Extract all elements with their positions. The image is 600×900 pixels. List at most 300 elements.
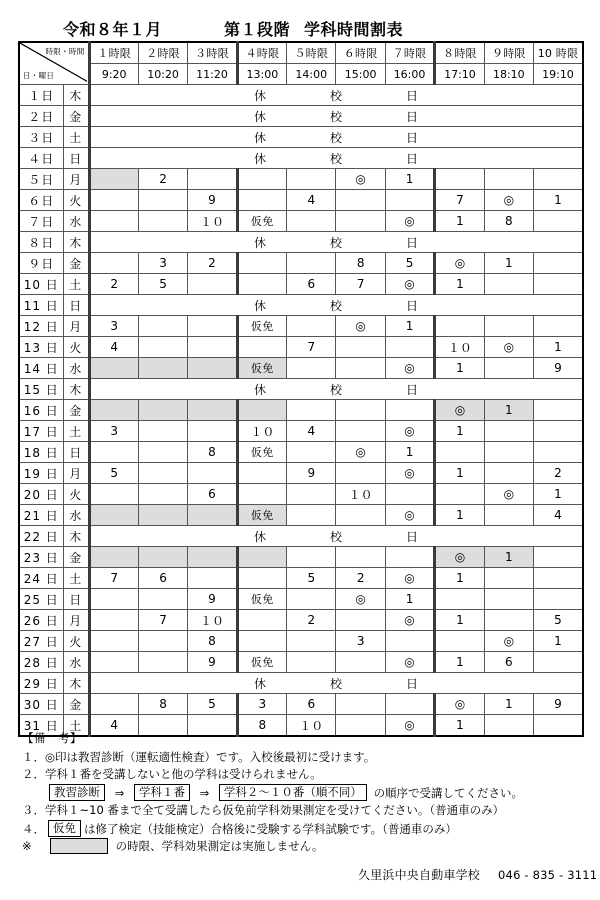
schedule-cell: 7 xyxy=(336,274,385,295)
row-weekday: 木 xyxy=(63,85,89,106)
schedule-cell xyxy=(336,589,385,610)
holiday-char-2: 校 xyxy=(329,529,343,544)
schedule-cell xyxy=(237,190,286,211)
row-day: 25 日 xyxy=(19,589,63,610)
table-row xyxy=(19,631,583,652)
schedule-cell xyxy=(534,211,583,232)
schedule-cell xyxy=(237,505,286,526)
row-day: 20 日 xyxy=(19,484,63,505)
row-weekday: 土 xyxy=(63,715,89,737)
schedule-cell xyxy=(237,316,286,337)
header-row-times xyxy=(19,64,583,85)
schedule-cell: 6 xyxy=(188,484,237,505)
schedule-cell xyxy=(534,547,583,568)
header-row-periods xyxy=(19,42,583,64)
schedule-cell: 8 xyxy=(138,694,187,715)
schedule-cell: 1 xyxy=(484,400,533,421)
schedule-cell xyxy=(336,547,385,568)
holiday-char-1: 休 xyxy=(253,529,267,544)
schedule-cell: 1 xyxy=(435,358,484,379)
table-row xyxy=(19,589,583,610)
schedule-cell: 8 xyxy=(336,253,385,274)
holiday-char-2: 校 xyxy=(329,109,343,124)
remark-2: ２．学科１番を受講しないと他の学科は受けられません。 xyxy=(22,767,322,781)
aptitude-test-mark-icon: ◎ xyxy=(503,487,515,501)
schedule-cell: 1 xyxy=(435,715,484,737)
header-time-10: 19:10 xyxy=(534,64,583,85)
remark-4-index: ４． xyxy=(22,821,45,836)
schedule-cell xyxy=(287,547,336,568)
row-weekday: 火 xyxy=(63,484,89,505)
schedule-cell: 1 xyxy=(534,337,583,358)
row-weekday: 木 xyxy=(63,673,89,694)
holiday-char-1: 休 xyxy=(253,298,267,313)
holiday-char-1: 休 xyxy=(253,151,267,166)
aptitude-test-mark-icon: ◎ xyxy=(503,193,515,207)
schedule-cell xyxy=(336,421,385,442)
schedule-cell xyxy=(237,631,286,652)
schedule-cell xyxy=(336,694,385,715)
table-row xyxy=(19,127,583,148)
schedule-cell xyxy=(484,337,533,358)
schedule-cell xyxy=(138,505,187,526)
aptitude-test-mark-icon: ◎ xyxy=(404,424,415,438)
holiday-cell xyxy=(89,106,583,127)
schedule-cell xyxy=(336,337,385,358)
schedule-cell: 4 xyxy=(287,190,336,211)
schedule-cell xyxy=(89,211,138,232)
table-row xyxy=(19,610,583,631)
row-weekday: 日 xyxy=(63,295,89,316)
aptitude-test-mark-icon: ◎ xyxy=(404,361,415,375)
aptitude-test-mark-icon: ◎ xyxy=(404,466,415,480)
row-day: ７日 xyxy=(19,211,63,232)
schedule-cell xyxy=(435,547,484,568)
schedule-cell xyxy=(287,211,336,232)
schedule-cell xyxy=(534,253,583,274)
holiday-char-1: 休 xyxy=(253,676,267,691)
header-period-5: ５時限 xyxy=(287,42,336,64)
row-weekday: 木 xyxy=(63,379,89,400)
schedule-cell: 5 xyxy=(534,610,583,631)
aptitude-test-mark-icon: ◎ xyxy=(355,319,366,333)
schedule-cell xyxy=(89,631,138,652)
schedule-cell xyxy=(435,442,484,463)
schedule-cell: 5 xyxy=(138,274,187,295)
schedule-cell xyxy=(237,547,286,568)
schedule-cell xyxy=(287,652,336,673)
schedule-cell xyxy=(385,652,434,673)
remarks-section xyxy=(22,730,582,838)
table-row xyxy=(19,190,583,211)
row-weekday: 土 xyxy=(63,421,89,442)
schedule-cell xyxy=(188,400,237,421)
row-day: ９日 xyxy=(19,253,63,274)
row-day: ３日 xyxy=(19,127,63,148)
schedule-cell xyxy=(138,316,187,337)
schedule-cell: 3 xyxy=(89,316,138,337)
schedule-cell xyxy=(336,652,385,673)
provisional-license-exam-label: 仮免 xyxy=(250,320,274,333)
header-period-2: ２時限 xyxy=(138,42,187,64)
table-row xyxy=(19,526,583,547)
schedule-cell xyxy=(385,358,434,379)
row-day: ６日 xyxy=(19,190,63,211)
school-phone: 046 - 835 - 3111 xyxy=(498,868,598,882)
schedule-cell xyxy=(188,358,237,379)
provisional-license-exam-label: 仮免 xyxy=(250,656,274,669)
schedule-cell xyxy=(385,547,434,568)
aptitude-test-mark-icon: ◎ xyxy=(404,655,415,669)
row-day: 29 日 xyxy=(19,673,63,694)
row-day: 31 日 xyxy=(19,715,63,737)
holiday-char-3: 日 xyxy=(405,109,419,124)
schedule-cell xyxy=(237,610,286,631)
title-era: 令和８年１月 xyxy=(63,19,163,39)
schedule-cell xyxy=(484,568,533,589)
schedule-cell xyxy=(534,421,583,442)
table-row xyxy=(19,421,583,442)
provisional-license-exam-label: 仮免 xyxy=(250,446,274,459)
row-weekday: 日 xyxy=(63,148,89,169)
schedule-cell: 1 xyxy=(435,568,484,589)
row-day: 15 日 xyxy=(19,379,63,400)
schedule-cell xyxy=(484,505,533,526)
table-row xyxy=(19,169,583,190)
schedule-cell: 1 xyxy=(385,316,434,337)
header-time-1: 9:20 xyxy=(89,64,138,85)
sequence-arrow-2-icon: ⇒ xyxy=(199,785,210,800)
schedule-cell xyxy=(385,421,434,442)
schedule-cell xyxy=(336,610,385,631)
schedule-cell xyxy=(89,589,138,610)
schedule-cell xyxy=(287,400,336,421)
row-weekday: 火 xyxy=(63,337,89,358)
row-weekday: 土 xyxy=(63,274,89,295)
table-row xyxy=(19,253,583,274)
schedule-cell: 8 xyxy=(188,631,237,652)
schedule-cell xyxy=(237,274,286,295)
table-row xyxy=(19,673,583,694)
table-row xyxy=(19,316,583,337)
schedule-cell: 5 xyxy=(287,568,336,589)
schedule-cell xyxy=(385,190,434,211)
schedule-cell: 1 xyxy=(435,610,484,631)
schedule-cell: 7 xyxy=(138,610,187,631)
table-row xyxy=(19,232,583,253)
schedule-cell: 1 xyxy=(435,211,484,232)
holiday-cell xyxy=(89,148,583,169)
schedule-cell: 1 xyxy=(435,652,484,673)
table-row xyxy=(19,211,583,232)
header-period-7: ７時限 xyxy=(385,42,434,64)
row-weekday: 水 xyxy=(63,211,89,232)
aptitude-test-mark-icon: ◎ xyxy=(454,403,466,417)
aptitude-test-mark-icon: ◎ xyxy=(454,697,466,711)
schedule-cell: 5 xyxy=(89,463,138,484)
schedule-cell xyxy=(484,421,533,442)
schedule-cell: 3 xyxy=(138,253,187,274)
timetable-body xyxy=(19,85,583,737)
holiday-char-3: 日 xyxy=(405,235,419,250)
title-stage: 第１段階 xyxy=(224,19,291,39)
sequence-box-subject-2-10: 学科２～１０番（順不同） xyxy=(219,784,367,801)
header-period-4: ４時限 xyxy=(237,42,286,64)
holiday-char-3: 日 xyxy=(405,382,419,397)
schedule-cell: 4 xyxy=(89,715,138,737)
remark-4 xyxy=(22,820,582,839)
schedule-cell xyxy=(237,484,286,505)
row-day: 30 日 xyxy=(19,694,63,715)
schedule-cell xyxy=(534,652,583,673)
header-period-1: １時限 xyxy=(89,42,138,64)
row-day: 13 日 xyxy=(19,337,63,358)
schedule-cell xyxy=(385,463,434,484)
schedule-cell: 2 xyxy=(188,253,237,274)
shading-legend-swatch xyxy=(50,838,108,854)
aptitude-test-mark-icon: ◎ xyxy=(355,445,366,459)
holiday-char-1: 休 xyxy=(253,235,267,250)
provisional-license-exam-label: 仮免 xyxy=(250,362,274,375)
aptitude-test-mark-icon: ◎ xyxy=(404,277,415,291)
schedule-cell xyxy=(336,169,385,190)
row-weekday: 月 xyxy=(63,463,89,484)
table-row xyxy=(19,400,583,421)
schedule-cell xyxy=(188,547,237,568)
schedule-cell: 2 xyxy=(534,463,583,484)
table-row xyxy=(19,505,583,526)
table-row xyxy=(19,295,583,316)
holiday-char-2: 校 xyxy=(329,151,343,166)
schedule-cell xyxy=(484,169,533,190)
remark-1: １．◎印は教習診断（運転適性検査）です。入校後最初に受けます。 xyxy=(22,749,376,764)
schedule-cell xyxy=(89,652,138,673)
schedule-cell xyxy=(287,253,336,274)
table-row xyxy=(19,358,583,379)
holiday-char-3: 日 xyxy=(405,88,419,103)
schedule-cell xyxy=(336,190,385,211)
schedule-cell: 1 xyxy=(385,169,434,190)
schedule-cell xyxy=(138,337,187,358)
schedule-cell: 6 xyxy=(287,694,336,715)
schedule-cell xyxy=(534,274,583,295)
row-weekday: 金 xyxy=(63,253,89,274)
schedule-cell xyxy=(237,589,286,610)
schedule-cell xyxy=(385,337,434,358)
schedule-cell xyxy=(287,169,336,190)
aptitude-test-mark-icon: ◎ xyxy=(355,172,366,186)
schedule-cell xyxy=(484,610,533,631)
timetable-head xyxy=(19,42,583,85)
holiday-char-2: 校 xyxy=(329,382,343,397)
schedule-cell xyxy=(534,169,583,190)
schedule-cell xyxy=(89,400,138,421)
table-row xyxy=(19,106,583,127)
schedule-cell xyxy=(237,253,286,274)
schedule-cell: 7 xyxy=(89,568,138,589)
schedule-cell xyxy=(385,400,434,421)
schedule-cell xyxy=(89,547,138,568)
row-weekday: 月 xyxy=(63,610,89,631)
schedule-cell xyxy=(237,652,286,673)
corner-period-label: 時限・時間 xyxy=(45,47,85,56)
holiday-char-3: 日 xyxy=(405,298,419,313)
table-row xyxy=(19,484,583,505)
schedule-cell xyxy=(435,484,484,505)
schedule-cell xyxy=(188,421,237,442)
row-day: 24 日 xyxy=(19,568,63,589)
schedule-cell: 2 xyxy=(89,274,138,295)
table-row xyxy=(19,547,583,568)
row-day: ２日 xyxy=(19,106,63,127)
row-weekday: 木 xyxy=(63,526,89,547)
remark-3: ３．学科１~10 番まで全て受講したら仮免前学科効果測定を受けてください。（普通車のみ） xyxy=(22,803,505,817)
schedule-cell xyxy=(237,358,286,379)
schedule-cell: 4 xyxy=(534,505,583,526)
schedule-cell xyxy=(287,484,336,505)
header-time-7: 16:00 xyxy=(385,64,434,85)
holiday-cell xyxy=(89,127,583,148)
schedule-cell: 1 xyxy=(534,190,583,211)
schedule-cell: 1 xyxy=(484,547,533,568)
row-weekday: 土 xyxy=(63,127,89,148)
schedule-cell xyxy=(336,211,385,232)
schedule-cell xyxy=(89,610,138,631)
schedule-cell xyxy=(534,568,583,589)
header-time-6: 15:00 xyxy=(336,64,385,85)
holiday-char-3: 日 xyxy=(405,676,419,691)
schedule-cell xyxy=(237,463,286,484)
holiday-char-3: 日 xyxy=(405,151,419,166)
schedule-cell: 4 xyxy=(89,337,138,358)
timetable xyxy=(18,41,584,737)
aptitude-test-mark-icon: ◎ xyxy=(404,571,415,585)
schedule-cell xyxy=(385,568,434,589)
schedule-cell xyxy=(188,169,237,190)
schedule-cell: 1 xyxy=(435,274,484,295)
row-weekday: 金 xyxy=(63,106,89,127)
holiday-cell xyxy=(89,526,583,547)
table-row xyxy=(19,442,583,463)
schedule-cell xyxy=(287,316,336,337)
title-document-name: 学科時間割表 xyxy=(304,19,404,39)
schedule-cell xyxy=(89,169,138,190)
schedule-cell: 1 xyxy=(484,253,533,274)
row-day: 11 日 xyxy=(19,295,63,316)
holiday-cell xyxy=(89,232,583,253)
schedule-cell xyxy=(138,400,187,421)
holiday-char-2: 校 xyxy=(329,298,343,313)
remark-4-box-karimen: 仮免 xyxy=(48,820,81,837)
schedule-cell xyxy=(138,589,187,610)
schedule-cell: 8 xyxy=(188,442,237,463)
aptitude-test-mark-icon: ◎ xyxy=(404,613,415,627)
schedule-cell: 5 xyxy=(385,253,434,274)
schedule-cell xyxy=(237,568,286,589)
schedule-cell: 9 xyxy=(287,463,336,484)
schedule-cell xyxy=(138,358,187,379)
sequence-box-subject-1: 学科１番 xyxy=(134,784,190,801)
schedule-cell xyxy=(188,505,237,526)
schedule-cell xyxy=(237,211,286,232)
schedule-cell xyxy=(435,400,484,421)
schedule-cell xyxy=(435,316,484,337)
schedule-cell xyxy=(89,505,138,526)
schedule-cell xyxy=(435,589,484,610)
schedule-cell xyxy=(138,211,187,232)
holiday-char-3: 日 xyxy=(405,130,419,145)
schedule-cell: 2 xyxy=(336,568,385,589)
schedule-cell xyxy=(385,211,434,232)
schedule-cell: 1 xyxy=(534,631,583,652)
schedule-cell: 1 xyxy=(435,505,484,526)
row-weekday: 日 xyxy=(63,442,89,463)
schedule-cell: 1 xyxy=(385,442,434,463)
row-weekday: 水 xyxy=(63,358,89,379)
table-row xyxy=(19,85,583,106)
schedule-cell: 3 xyxy=(237,694,286,715)
table-row xyxy=(19,274,583,295)
schedule-cell: １０ xyxy=(287,715,336,737)
holiday-char-2: 校 xyxy=(329,130,343,145)
table-row xyxy=(19,694,583,715)
holiday-char-2: 校 xyxy=(329,235,343,250)
provisional-license-exam-label: 仮免 xyxy=(250,215,274,228)
schedule-cell xyxy=(138,631,187,652)
schedule-cell xyxy=(89,484,138,505)
schedule-cell xyxy=(435,694,484,715)
header-time-5: 14:00 xyxy=(287,64,336,85)
row-day: 22 日 xyxy=(19,526,63,547)
schedule-cell xyxy=(138,463,187,484)
table-row xyxy=(19,379,583,400)
schedule-cell xyxy=(385,610,434,631)
schedule-cell: １０ xyxy=(237,421,286,442)
remark-4-text: は修了検定（技能検定）合格後に受験する学科試験です。（普通車のみ） xyxy=(84,821,457,836)
schedule-cell xyxy=(484,274,533,295)
schedule-cell xyxy=(138,190,187,211)
schedule-cell xyxy=(237,442,286,463)
schedule-cell: 8 xyxy=(237,715,286,737)
header-period-10: 10 時限 xyxy=(534,42,583,64)
schedule-cell xyxy=(534,442,583,463)
schedule-cell xyxy=(435,253,484,274)
schedule-cell: 1 xyxy=(435,421,484,442)
schedule-cell xyxy=(89,253,138,274)
provisional-license-exam-label: 仮免 xyxy=(250,593,274,606)
schedule-cell xyxy=(336,358,385,379)
row-weekday: 日 xyxy=(63,589,89,610)
sequence-arrow-1-icon: ⇒ xyxy=(114,785,125,800)
aptitude-test-mark-icon: ◎ xyxy=(503,340,515,354)
schedule-cell xyxy=(336,442,385,463)
schedule-cell xyxy=(484,589,533,610)
schedule-cell: 3 xyxy=(89,421,138,442)
schedule-cell: 3 xyxy=(336,631,385,652)
header-time-2: 10:20 xyxy=(138,64,187,85)
table-row xyxy=(19,148,583,169)
schedule-cell xyxy=(534,589,583,610)
schedule-cell xyxy=(385,505,434,526)
schedule-cell xyxy=(287,589,336,610)
schedule-cell: 6 xyxy=(138,568,187,589)
row-day: 26 日 xyxy=(19,610,63,631)
holiday-char-3: 日 xyxy=(405,529,419,544)
schedule-cell xyxy=(188,337,237,358)
schedule-cell xyxy=(484,358,533,379)
schedule-cell xyxy=(336,463,385,484)
schedule-cell xyxy=(287,358,336,379)
